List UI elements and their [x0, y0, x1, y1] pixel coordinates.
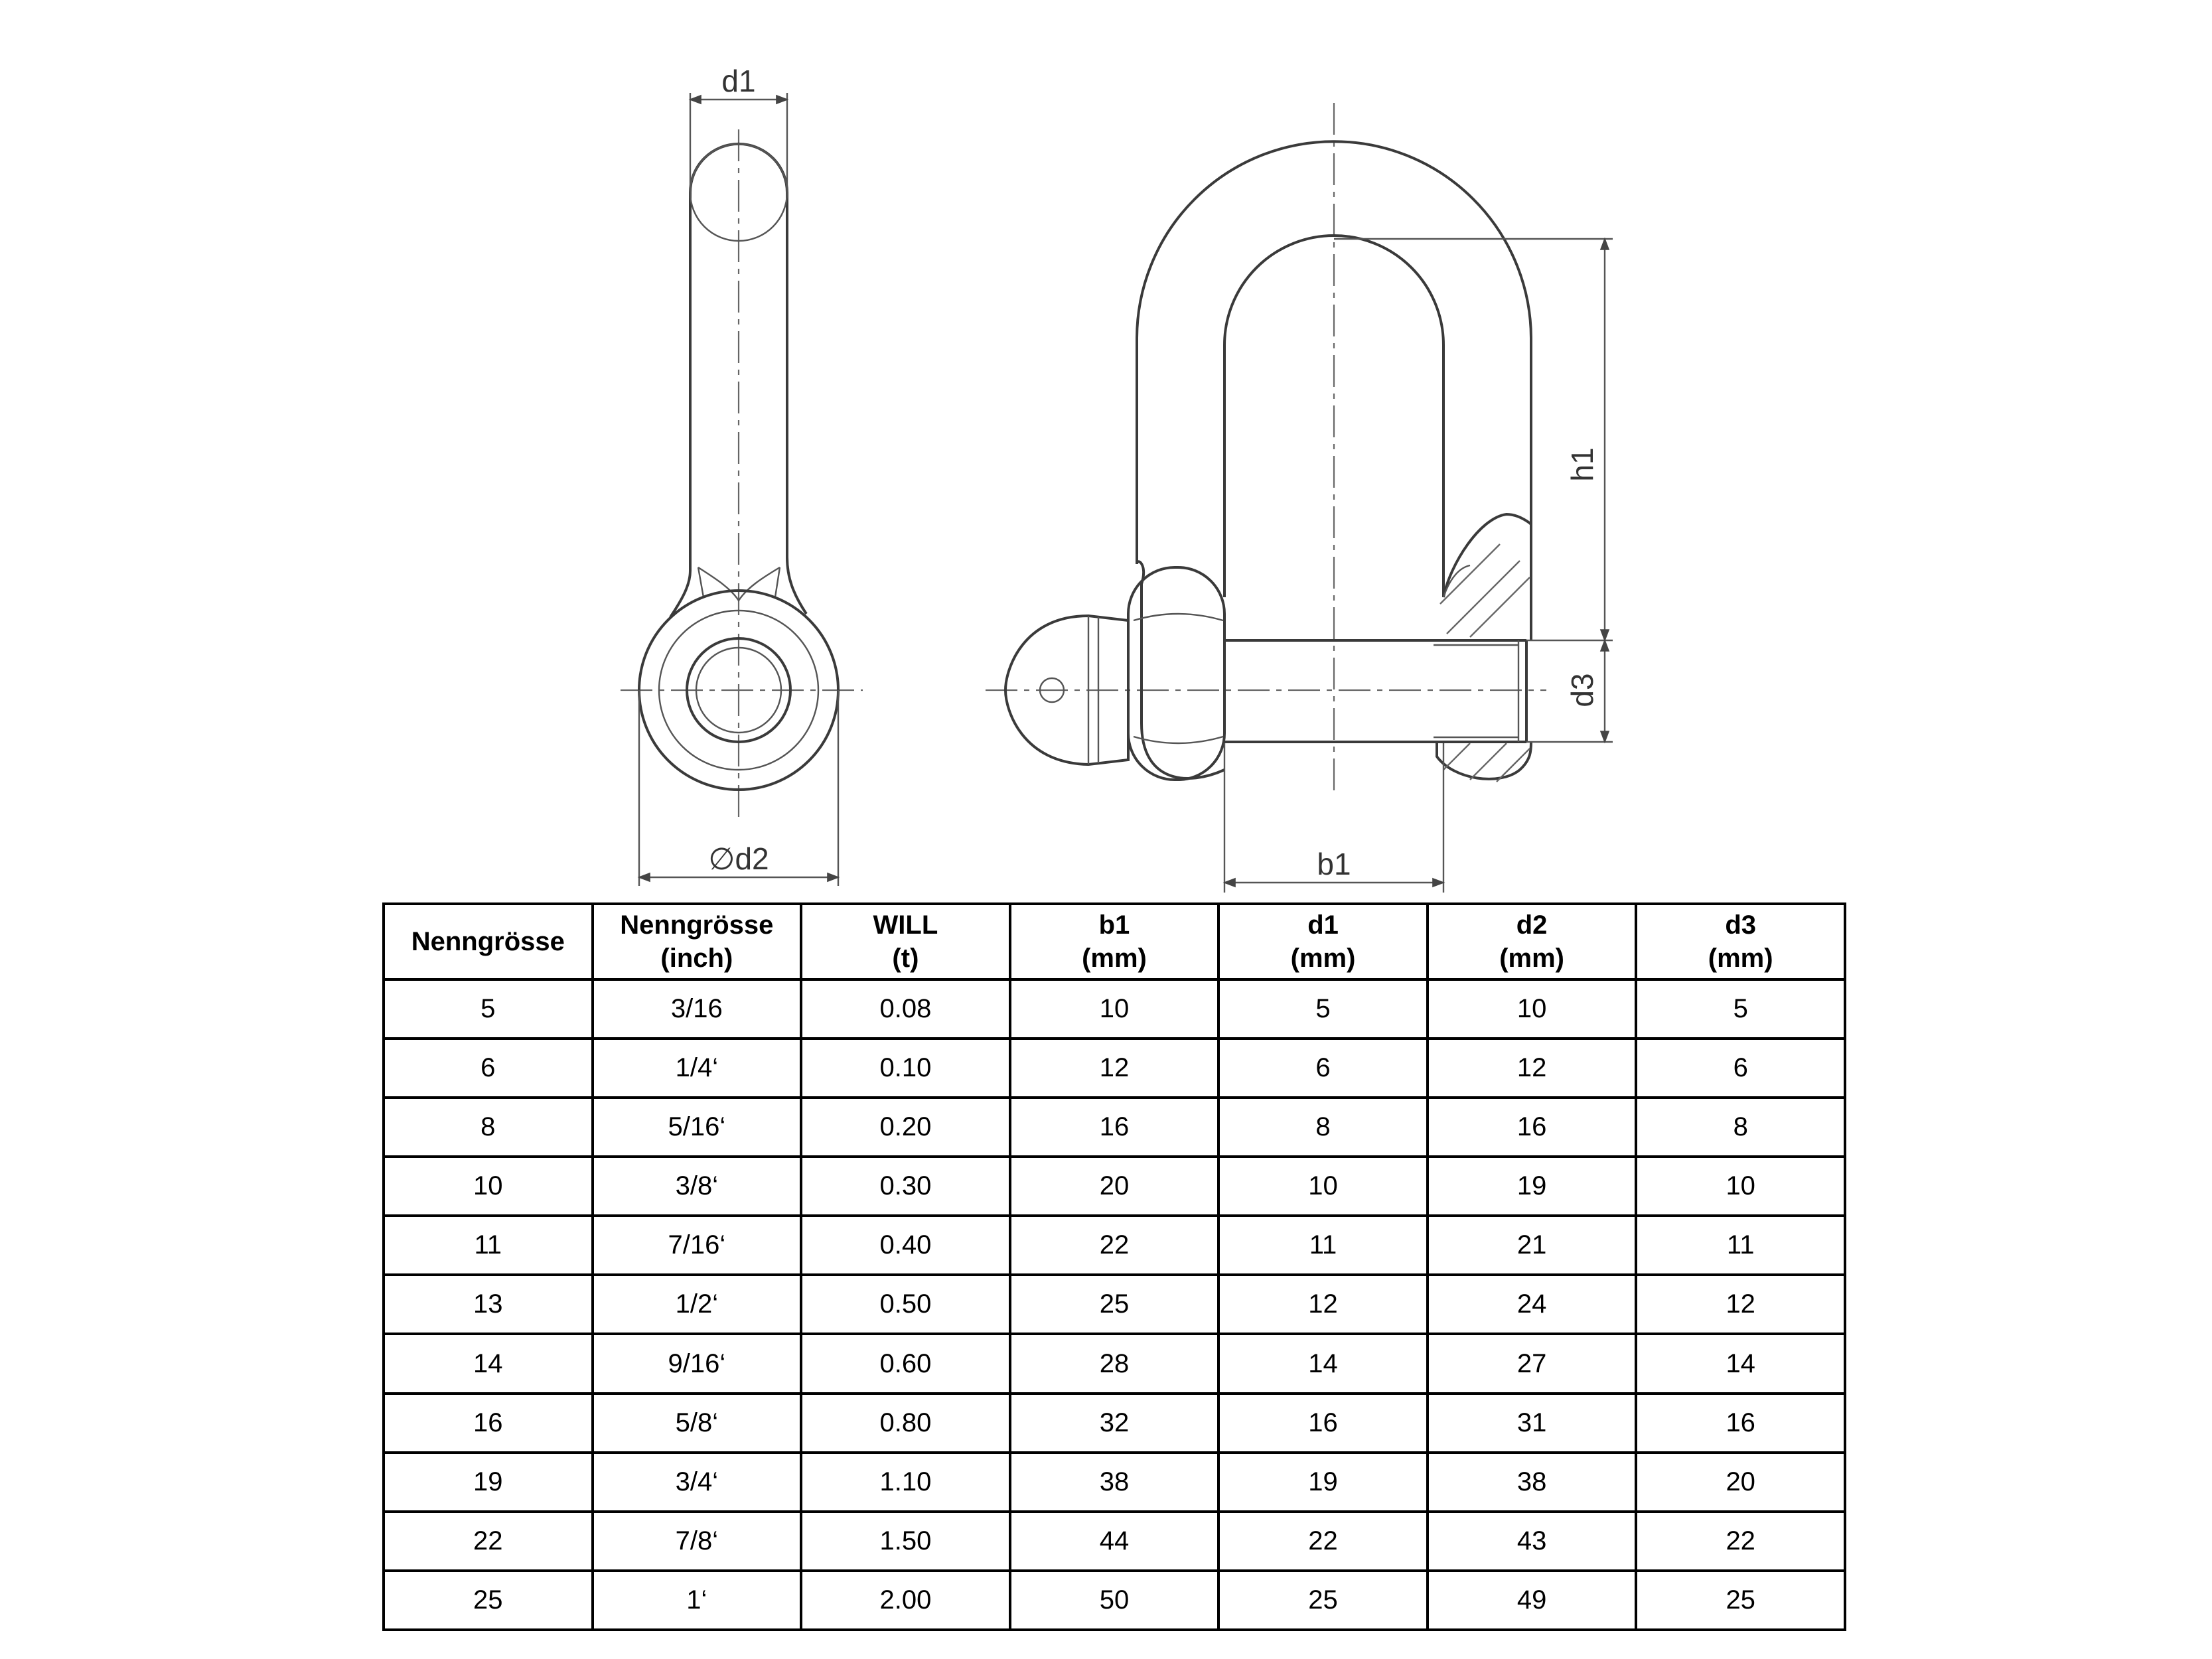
table-cell: 20 [1636, 1453, 1845, 1512]
table-cell: 19 [384, 1453, 593, 1512]
table-cell: 24 [1428, 1275, 1637, 1334]
header-nenngroesse: Nenngrösse [384, 904, 593, 979]
table-cell: 8 [1218, 1098, 1428, 1157]
h1-dimension-label: h1 [1565, 447, 1599, 482]
table-cell: 5 [1636, 979, 1845, 1039]
table-cell: 7/16‘ [593, 1216, 802, 1275]
table-cell: 11 [384, 1216, 593, 1275]
table-cell: 3/8‘ [593, 1157, 802, 1216]
header-b1: b1 (mm) [1010, 904, 1219, 979]
table-cell: 0.30 [801, 1157, 1010, 1216]
header-nenngroesse-inch: Nenngrösse (inch) [593, 904, 802, 979]
header-will: WILL (t) [801, 904, 1010, 979]
shackle-dimension-table [382, 902, 1846, 1631]
header-d1: d1 (mm) [1218, 904, 1428, 979]
table-cell: 9/16‘ [593, 1334, 802, 1393]
table-cell: 22 [1010, 1216, 1219, 1275]
table-cell: 25 [1010, 1275, 1219, 1334]
table-cell: 25 [1218, 1571, 1428, 1630]
table-cell: 43 [1428, 1512, 1637, 1571]
table-cell: 10 [384, 1157, 593, 1216]
table-cell: 16 [1636, 1394, 1845, 1453]
header-d3: d3 (mm) [1636, 904, 1845, 979]
table-cell: 25 [1636, 1571, 1845, 1630]
table-cell: 14 [1636, 1334, 1845, 1393]
table-cell: 0.10 [801, 1039, 1010, 1098]
table-cell: 20 [1010, 1157, 1219, 1216]
table-cell: 50 [1010, 1571, 1219, 1630]
table-cell: 0.80 [801, 1394, 1010, 1453]
d2-dimension-label: ∅d2 [708, 841, 769, 876]
table-row [384, 1039, 1845, 1098]
table-cell: 38 [1428, 1453, 1637, 1512]
table-cell: 0.40 [801, 1216, 1010, 1275]
table-cell: 5/16‘ [593, 1098, 802, 1157]
table-cell: 32 [1010, 1394, 1219, 1453]
table-cell: 11 [1218, 1216, 1428, 1275]
table-row [384, 1571, 1845, 1630]
table-cell: 7/8‘ [593, 1512, 802, 1571]
table-cell: 22 [384, 1512, 593, 1571]
table-row [384, 1098, 1845, 1157]
table-cell: 31 [1428, 1394, 1637, 1453]
table-cell: 12 [1428, 1039, 1637, 1098]
table-cell: 10 [1428, 979, 1637, 1039]
table-cell: 16 [1428, 1098, 1637, 1157]
table-cell: 19 [1218, 1453, 1428, 1512]
table-cell: 1.10 [801, 1453, 1010, 1512]
table-cell: 10 [1218, 1157, 1428, 1216]
table-cell: 3/4‘ [593, 1453, 802, 1512]
table-cell: 12 [1636, 1275, 1845, 1334]
table-cell: 1.50 [801, 1512, 1010, 1571]
table-cell: 22 [1218, 1512, 1428, 1571]
table-cell: 49 [1428, 1571, 1637, 1630]
table-cell: 12 [1218, 1275, 1428, 1334]
table-cell: 5 [1218, 979, 1428, 1039]
table-cell: 28 [1010, 1334, 1219, 1393]
table-row [384, 1157, 1845, 1216]
table-cell: 5 [384, 979, 593, 1039]
table-cell: 1/2‘ [593, 1275, 802, 1334]
table-cell: 8 [384, 1098, 593, 1157]
table-cell: 8 [1636, 1098, 1845, 1157]
table-row [384, 1453, 1845, 1512]
table-cell: 6 [1218, 1039, 1428, 1098]
table-cell: 10 [1636, 1157, 1845, 1216]
table-cell: 21 [1428, 1216, 1637, 1275]
table-cell: 38 [1010, 1453, 1219, 1512]
table-cell: 0.08 [801, 979, 1010, 1039]
table-cell: 19 [1428, 1157, 1637, 1216]
header-d2: d2 (mm) [1428, 904, 1637, 979]
table-row [384, 1394, 1845, 1453]
table-cell: 12 [1010, 1039, 1219, 1098]
table-cell: 25 [384, 1571, 593, 1630]
d3-dimension-label: d3 [1565, 673, 1599, 707]
table-cell: 1/4‘ [593, 1039, 802, 1098]
table-cell: 11 [1636, 1216, 1845, 1275]
side-view [621, 64, 863, 886]
front-view [986, 103, 1613, 893]
table-cell: 1‘ [593, 1571, 802, 1630]
table-cell: 5/8‘ [593, 1394, 802, 1453]
table-cell: 14 [1218, 1334, 1428, 1393]
d1-dimension-label: d1 [721, 64, 756, 98]
table-cell: 10 [1010, 979, 1219, 1039]
table-row [384, 1334, 1845, 1393]
table-cell: 0.50 [801, 1275, 1010, 1334]
table-cell: 2.00 [801, 1571, 1010, 1630]
table-cell: 16 [1218, 1394, 1428, 1453]
table-row [384, 1512, 1845, 1571]
table-cell: 16 [1010, 1098, 1219, 1157]
table-row [384, 979, 1845, 1039]
table-body [384, 979, 1845, 1630]
table-cell: 22 [1636, 1512, 1845, 1571]
table-cell: 16 [384, 1394, 593, 1453]
table-cell: 6 [384, 1039, 593, 1098]
b1-dimension-label: b1 [1317, 847, 1351, 881]
table-cell: 6 [1636, 1039, 1845, 1098]
table-header-row [384, 904, 1845, 979]
table-row [384, 1216, 1845, 1275]
table-row [384, 1275, 1845, 1334]
table-cell: 14 [384, 1334, 593, 1393]
table-cell: 0.20 [801, 1098, 1010, 1157]
table-cell: 0.60 [801, 1334, 1010, 1393]
table-cell: 44 [1010, 1512, 1219, 1571]
table-cell: 13 [384, 1275, 593, 1334]
table-cell: 27 [1428, 1334, 1637, 1393]
table-cell: 3/16 [593, 979, 802, 1039]
